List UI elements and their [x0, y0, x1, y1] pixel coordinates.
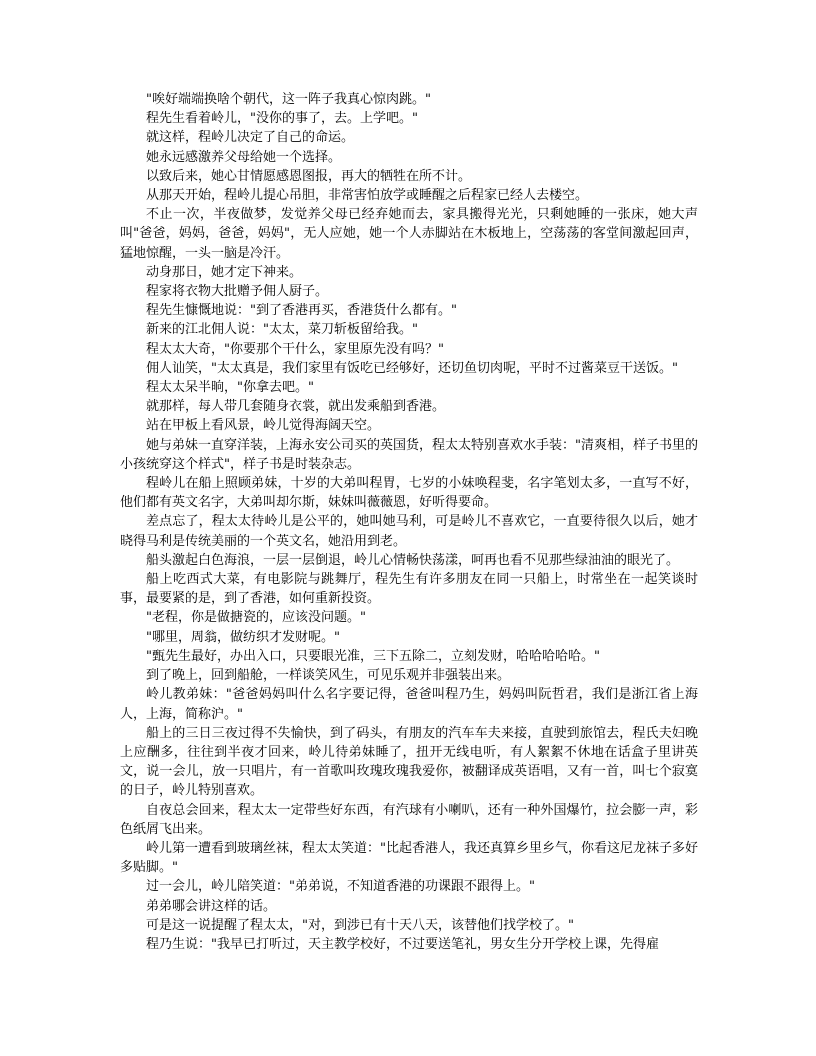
paragraph: 岭儿第一遭看到玻璃丝袜，程太太笑道："比起香港人，我还真算乡里乡气，你看这尼龙袜子多好多贴脚。" — [120, 840, 698, 876]
paragraph: 不止一次，半夜做梦，发觉养父母已经弃她而去，家具搬得光光，只剩她睡的一张床，她大声叫"爸爸，妈妈，爸爸，妈妈"，无人应她，她一个人赤脚站在木板地上，空荡荡的客堂间激起回声，猛地惊醒，一头一脑是冷汗。 — [120, 207, 698, 261]
paragraph: 站在甲板上看风景，岭儿觉得海阔天空。 — [146, 418, 381, 434]
paragraph: 从那天开始，程岭儿提心吊胆，非常害怕放学或睡醒之后程家已经人去楼空。 — [146, 188, 589, 204]
paragraph: 程家将衣物大批赠予佣人厨子。 — [146, 284, 329, 300]
paragraph: 佣人讪笑，"太太真是，我们家里有饭吃已经够好，还切鱼切肉呢，平时不过酱菜豆干送饭。" — [146, 360, 678, 376]
paragraph: 程先生看着岭儿，"没你的事了，去。上学吧。" — [146, 111, 418, 127]
paragraph: 过一会儿，岭儿陪笑道："弟弟说，不知道香港的功课跟不跟得上。" — [146, 879, 535, 895]
paragraph: 自夜总会回来，程太太一定带些好东西，有汽球有小喇叭，还有一种外国爆竹，拉会膨一声，彩色纸屑飞出来。 — [120, 802, 698, 837]
paragraph: 船上吃西式大菜，有电影院与跳舞厅，程先生有许多朋友在同一只船上，时常坐在一起笑谈时事，最要紧的是，到了香港，如何重新投资。 — [120, 572, 698, 607]
paragraph: 到了晚上，回到船舱，一样谈笑风生，可见乐观并非强装出来。 — [146, 668, 511, 684]
paragraph: 她与弟妹一直穿洋装，上海永安公司买的英国货，程太太特别喜欢水手装："清爽相，样子书里的小孩统穿这个样式"，样子书是时装杂志。 — [120, 437, 698, 472]
paragraph: "哪里，周翁，做纺织才发财呢。" — [146, 629, 340, 645]
paragraph: 程先生慷慨地说："到了香港再买，香港货什么都有。" — [146, 303, 457, 319]
paragraph: 以致后来，她心甘情愿感恩图报，再大的牺牲在所不计。 — [146, 168, 472, 184]
paragraph: 就那样，每人带几套随身衣裳，就出发乘船到香港。 — [146, 399, 446, 415]
paragraph: 就这样，程岭儿决定了自己的命运。 — [146, 130, 355, 146]
paragraph: 差点忘了，程太太待岭儿是公平的，她叫她马利，可是岭儿不喜欢它，一直要待很久以后，她才晓得马利是传统美丽的一个英文名，她沿用到老。 — [120, 514, 698, 549]
paragraph: 新来的江北佣人说："太太，菜刀斩板留给我。" — [146, 322, 418, 338]
paragraph: 船上的三日三夜过得不失愉快，到了码头，有朋友的汽车车夫来接，直驶到旅馆去，程氏夫妇晚上应酬多，往往到半夜才回来，岭儿待弟妹睡了，扭开无线电听，有人絮絮不休地在话盒子里讲英文，说一会儿，放一只唱片，有一首歌叫玫瑰玫瑰我爱你，被翻译成英语唱，又有一首，叫七个寂寞的日子，岭儿特别喜欢。 — [120, 725, 698, 799]
paragraph: 动身那日，她才定下神来。 — [146, 264, 303, 280]
paragraph: 可是这一说提醒了程太太，"对，到涉已有十天八天，该替他们找学校了。" — [146, 917, 574, 933]
paragraph: "老程，你是做搪瓷的，应该没问题。" — [146, 610, 366, 626]
paragraph: 弟弟哪会讲这样的话。 — [146, 898, 277, 914]
paragraph: 程岭儿在船上照顾弟妹，十岁的大弟叫程胃，七岁的小妹唤程斐，名字笔划太多，一直写不好，他们都有英文名字，大弟叫却尔斯，妹妹叫薇薇恩，好听得要命。 — [120, 476, 698, 511]
paragraph: 她永远感激养父母给她一个选择。 — [146, 149, 342, 165]
paragraph: "唉好端端换啥个朝代，这一阵子我真心惊肉跳。" — [146, 92, 431, 107]
paragraph: 船头激起白色海浪，一层一层倒退，岭儿心情畅快荡漾，呵再也看不见那些绿油油的眼光了。 — [146, 552, 680, 568]
paragraph: 程太太大奇，"你要那个干什么，家里原先没有吗？" — [146, 341, 444, 357]
document-page — [120, 90, 698, 954]
paragraph: 程太太呆半晌，"你拿去吧。" — [146, 380, 314, 396]
paragraph: "甄先生最好，办出入口，只要眼光准，三下五除二，立刻发财，哈哈哈哈哈。" — [146, 648, 600, 664]
paragraph: 程乃生说："我早已打听过，天主教学校好，不过要送笔礼，男女生分开学校上课，先得雇 — [146, 936, 659, 952]
paragraph: 岭儿教弟妹："爸爸妈妈叫什么名字要记得，爸爸叫程乃生，妈妈叫阮哲君，我们是浙江省上海人，上海，简称沪。" — [120, 687, 698, 722]
